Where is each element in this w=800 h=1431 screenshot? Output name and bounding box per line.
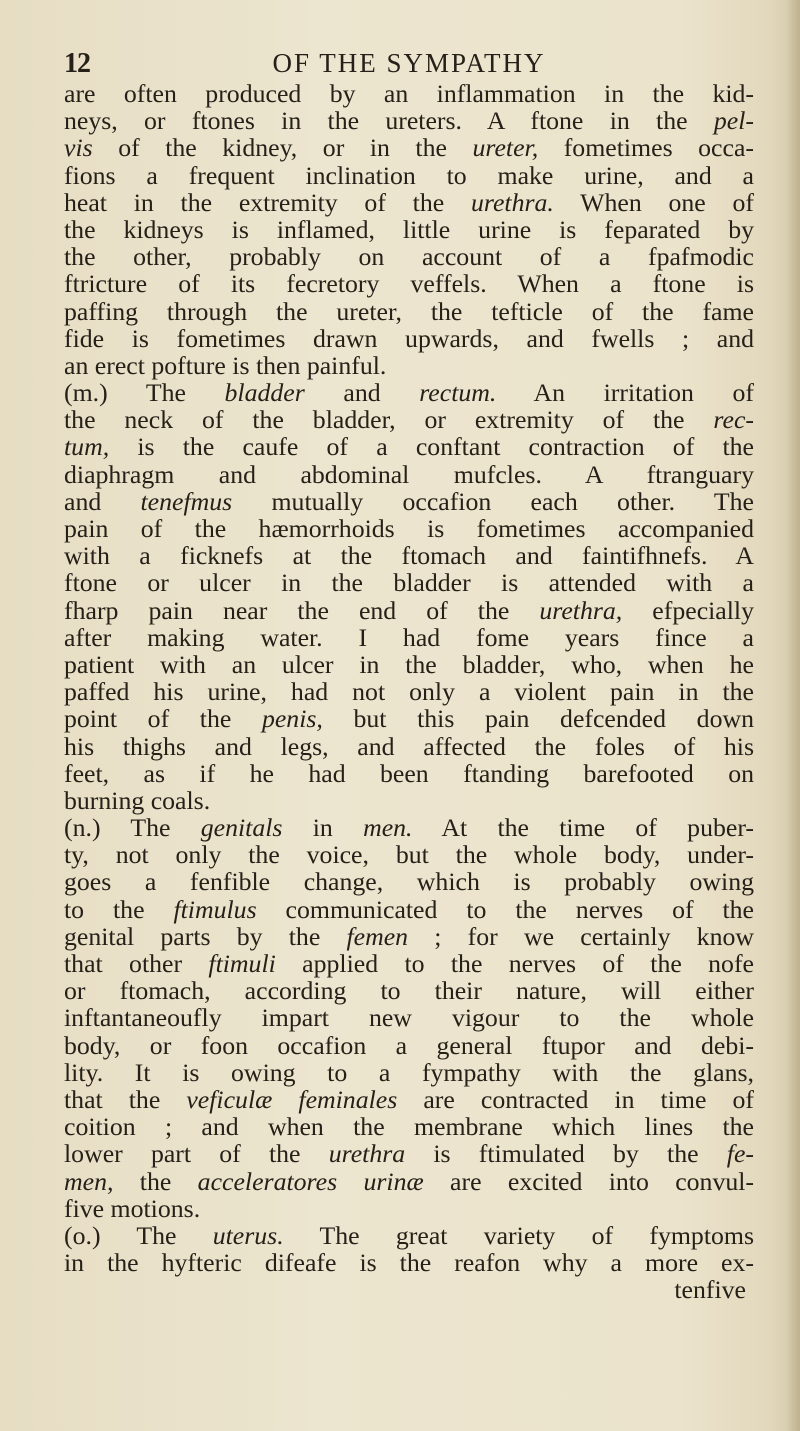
text-line (64, 189, 754, 216)
text-run: with a ficknefs at the ftomach and faintifhnefs. A (64, 541, 754, 571)
text-line (64, 814, 754, 841)
text-line (64, 1086, 754, 1113)
text-run: neys, or ftones in the ureters. A ftone in the (64, 106, 714, 136)
text-line (64, 1059, 754, 1086)
italic-term: bladder (224, 378, 305, 408)
text-line (64, 406, 754, 433)
text-run: (o.) The (64, 1220, 213, 1250)
text-run: goes a fenfible change, which is probably owing (64, 867, 754, 897)
text-run: are excited into convul- (423, 1166, 755, 1196)
text-line (64, 950, 754, 977)
italic-term: ureter, (472, 133, 539, 163)
text-line (64, 1140, 754, 1167)
text-run: feet, as if he had been ftanding barefooted on (64, 758, 754, 788)
text-run: coition ; and when the membrane which lines the (64, 1112, 754, 1142)
text-run: heat in the extremity of the (64, 187, 471, 217)
text-run: inftantaneoufly impart new vigour to the whole (64, 1003, 754, 1033)
text-line (64, 1222, 754, 1249)
italic-term: urethra. (470, 187, 554, 217)
italic-term: vis (64, 133, 93, 163)
text-run: mutually occafion each other. The (232, 486, 754, 516)
text-run: diaphragm and abdominal mufcles. A ftranguary (64, 459, 754, 489)
text-line (64, 569, 754, 596)
text-line (64, 733, 754, 760)
text-line (64, 923, 754, 950)
text-run: ftricture of its fecretory veffels. When a ftone is (64, 269, 754, 299)
text-run: lower part of the (64, 1139, 329, 1169)
text-run: tenfive (674, 1275, 746, 1305)
text-line (64, 1276, 754, 1303)
text-run: paffed his urine, had not only a violent pain in the (64, 677, 754, 707)
text-run: the kidneys is inflamed, little urine is feparated by (64, 214, 754, 244)
text-run: ; for we certainly know (408, 921, 755, 951)
body-text (64, 80, 754, 1303)
page-number: 12 (64, 48, 90, 79)
text-run: the neck of the bladder, or extremity of the (64, 405, 714, 435)
text-run: fometimes occa- (538, 133, 754, 163)
text-run: fharp pain near the end of the (64, 595, 540, 625)
text-line (64, 868, 754, 895)
text-line (64, 433, 754, 460)
italic-term: urethra (328, 1139, 406, 1169)
text-run: efpecially (622, 595, 754, 625)
text-run: ty, not only the voice, but the whole body, under- (64, 840, 754, 870)
text-line (64, 352, 754, 379)
italic-term: ftimuli (208, 949, 276, 978)
italic-term: fe- (726, 1139, 754, 1169)
text-line (64, 379, 754, 406)
text-run: ftone or ulcer in the bladder is attended with a (64, 568, 754, 598)
text-run: applied to the nerves of the nofe (275, 949, 755, 978)
text-run: patient with an ulcer in the bladder, who, when he (64, 649, 754, 679)
text-line (64, 705, 754, 732)
text-run: The great variety of fymptoms (283, 1220, 754, 1250)
text-run: When one of (553, 187, 754, 217)
text-run: or ftomach, according to their nature, will either (64, 976, 754, 1006)
italic-term: ftimulus (173, 894, 257, 924)
text-line (64, 977, 754, 1004)
italic-term: femen (346, 921, 409, 951)
text-line (64, 787, 754, 814)
text-run: to the (64, 894, 174, 924)
text-run: At the time of puber- (412, 813, 754, 843)
italic-term: uterus. (212, 1220, 284, 1250)
text-line (64, 896, 754, 923)
text-line (64, 216, 754, 243)
text-line (64, 461, 754, 488)
text-line (64, 107, 754, 134)
text-line (64, 1168, 754, 1195)
text-run: An irritation of (496, 378, 754, 408)
text-run: (m.) The (64, 378, 225, 408)
running-head: OF THE SYMPATHY (272, 48, 546, 78)
text-line (64, 1195, 754, 1222)
text-run: and (64, 486, 141, 516)
text-run: in the hyfteric difeafe is the reafon why a more ex- (64, 1248, 754, 1278)
text-line (64, 624, 754, 651)
italic-term: pel- (713, 106, 754, 136)
text-run: lity. It is owing to a fympathy with the glans, (64, 1057, 754, 1087)
text-run: burning coals. (64, 785, 211, 815)
text-run: body, or foon occafion a general ftupor and debi- (64, 1030, 754, 1060)
text-run: his thighs and legs, and affected the foles of his (64, 731, 754, 761)
italic-term: tum, (64, 432, 110, 462)
italic-term: tenefmus (140, 486, 233, 516)
text-run: in (282, 813, 364, 843)
text-line (64, 1032, 754, 1059)
italic-term: veficulæ feminales (186, 1084, 398, 1114)
italic-term: rec- (713, 405, 754, 435)
text-run: (n.) The (64, 813, 201, 843)
text-line (64, 1249, 754, 1276)
text-run: are contracted in time of (397, 1084, 754, 1114)
text-line (64, 1113, 754, 1140)
text-line (64, 515, 754, 542)
italic-term: men. (363, 813, 413, 843)
text-line (64, 760, 754, 787)
text-line (64, 841, 754, 868)
text-run: that other (64, 949, 209, 978)
text-run: the (113, 1166, 198, 1196)
text-run: genital parts by the (64, 921, 347, 951)
italic-term: rectum. (419, 378, 497, 408)
italic-term: acceleratores urinæ (197, 1166, 424, 1196)
text-run: point of the (64, 704, 262, 734)
text-line (64, 678, 754, 705)
text-run: after making water. I had fome years fince a (64, 622, 754, 652)
italic-term: genitals (200, 813, 283, 843)
text-run: but this pain defcended down (322, 704, 754, 734)
text-run: are often produced by an inflammation in the kid- (64, 79, 754, 108)
text-line (64, 298, 754, 325)
text-run: the other, probably on account of a fpafmodic (64, 242, 754, 272)
text-run: is the caufe of a conftant contraction of the (109, 432, 754, 462)
text-run: five motions. (64, 1193, 201, 1223)
text-run: an erect pofture is then painful. (64, 350, 387, 380)
text-line (64, 243, 754, 270)
text-line (64, 542, 754, 569)
text-line (64, 597, 754, 624)
text-run: of the kidney, or in the (92, 133, 473, 163)
text-run: fide is fometimes drawn upwards, and fwells ; and (64, 323, 754, 353)
text-line (64, 488, 754, 515)
text-line (64, 325, 754, 352)
text-line (64, 162, 754, 189)
text-run: fions a frequent inclination to make urine, and a (64, 160, 754, 190)
text-line (64, 134, 754, 161)
text-line (64, 1004, 754, 1031)
text-run: paffing through the ureter, the tefticle of the fame (64, 296, 754, 326)
page-edge-shadow (786, 0, 800, 1431)
text-line (64, 270, 754, 297)
text-run: and (304, 378, 420, 408)
italic-term: urethra, (539, 595, 623, 625)
text-line (64, 80, 754, 107)
italic-term: penis, (261, 704, 323, 734)
text-run: pain of the hæmorrhoids is fometimes accompanied (64, 514, 754, 543)
text-run: that the (64, 1084, 187, 1114)
text-line (64, 651, 754, 678)
text-run: communicated to the nerves of the (256, 894, 755, 924)
italic-term: men, (64, 1166, 114, 1196)
text-run: is ftimulated by the (405, 1139, 727, 1169)
